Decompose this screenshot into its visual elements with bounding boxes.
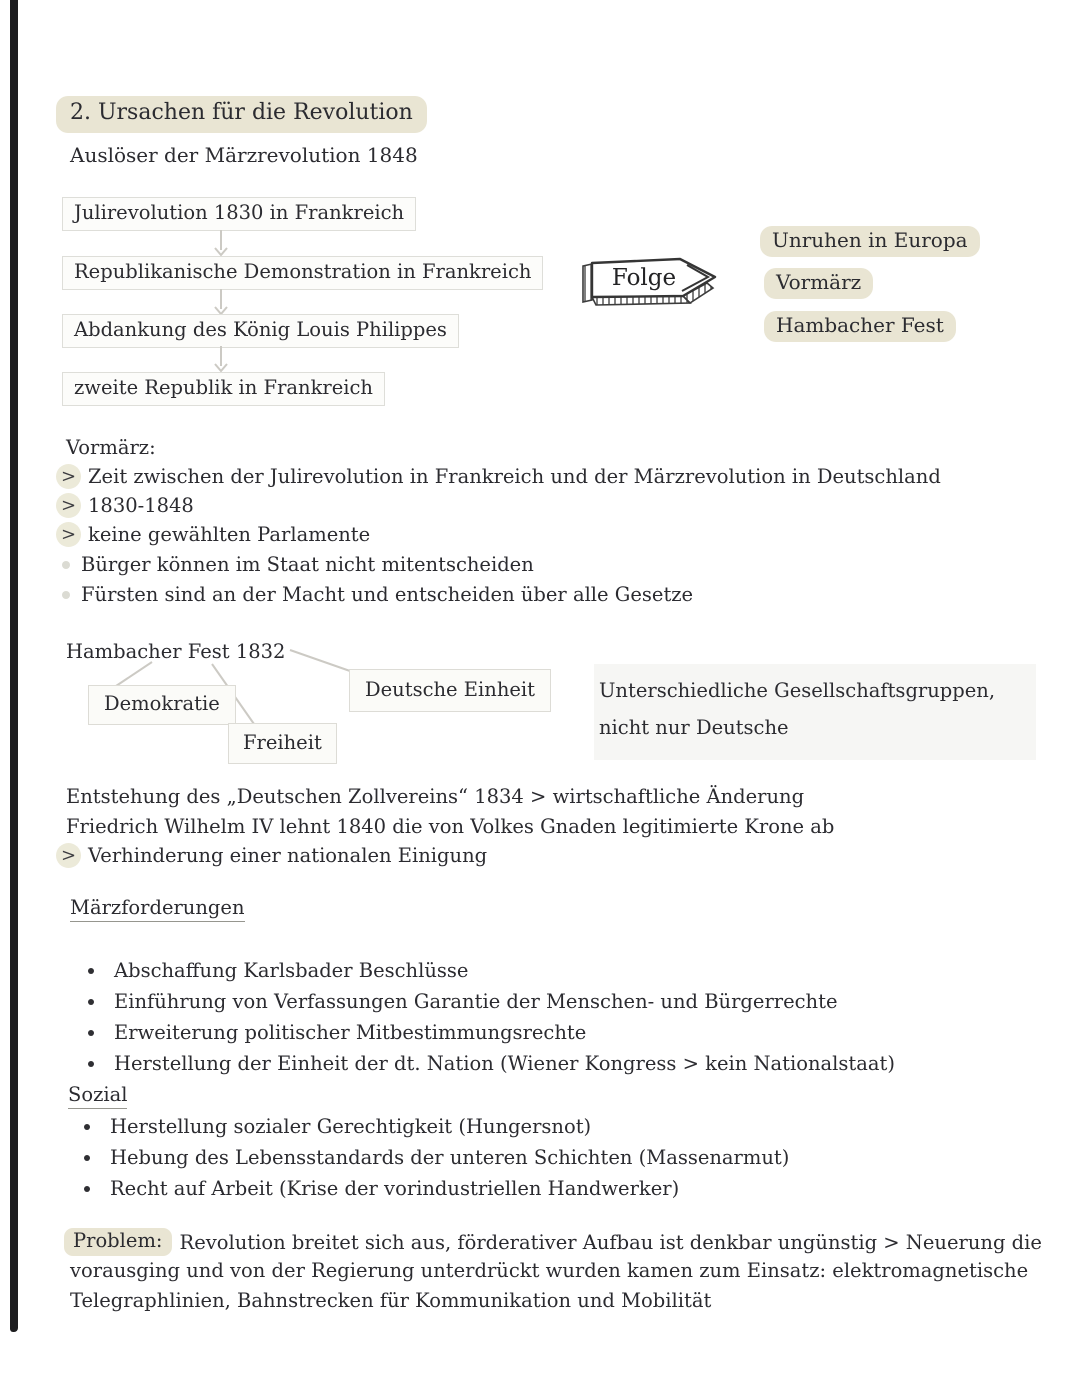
mindmap-box-deutsche-einheit: Deutsche Einheit xyxy=(349,669,551,712)
vormaerz-item: Zeit zwischen der Julirevolution in Frankreich und der Märzrevolution in Deutschland xyxy=(88,465,941,488)
vormaerz-item: 1830-1848 xyxy=(88,494,194,517)
folge-banner xyxy=(576,253,728,313)
problem-line: Revolution breitet sich aus, förderativer Aufbau ist denkbar ungünstig > Neuerung die xyxy=(179,1230,1042,1254)
list-bullet-icon xyxy=(88,1030,94,1036)
flow-step-1: Julirevolution 1830 in Frankreich xyxy=(62,197,416,231)
maerzforderungen-heading: Märzforderungen xyxy=(70,896,245,922)
list-bullet-icon xyxy=(84,1186,90,1192)
page-title: 2. Ursachen für die Revolution xyxy=(56,96,427,133)
flow-step-4: zweite Republik in Frankreich xyxy=(62,372,385,406)
maerz-item: Herstellung der Einheit der dt. Nation (Wiener Kongress > kein Nationalstaat) xyxy=(114,1052,895,1075)
zollverein-line: Verhinderung einer nationalen Einigung xyxy=(88,844,488,867)
keyword-unruhen: Unruhen in Europa xyxy=(760,226,980,257)
dot-bullet-icon xyxy=(62,561,70,569)
vormaerz-subitem: Fürsten sind an der Macht und entscheiden über alle Gesetze xyxy=(81,583,694,606)
hambacher-heading: Hambacher Fest 1832 xyxy=(66,640,286,663)
problem-line: vorausging und von der Regierung unterdrückt wurden kamen zum Einsatz: elektromagnetische xyxy=(70,1259,1029,1282)
vormaerz-item: keine gewählten Parlamente xyxy=(88,523,371,546)
maerz-item: Einführung von Verfassungen Garantie der Menschen- und Bürgerrechte xyxy=(114,990,838,1013)
sozial-item: Hebung des Lebensstandards der unteren Schichten (Massenarmut) xyxy=(110,1146,790,1169)
flow-step-2: Republikanische Demonstration in Frankreich xyxy=(62,256,543,290)
hambacher-note-line: nicht nur Deutsche xyxy=(599,716,789,739)
maerz-item: Erweiterung politischer Mitbestimmungsrechte xyxy=(114,1021,587,1044)
problem-line: Telegraphlinien, Bahnstrecken für Kommunikation und Mobilität xyxy=(70,1289,712,1312)
sozial-heading: Sozial xyxy=(68,1083,127,1109)
hambacher-note-line: Unterschiedliche Gesellschaftsgruppen, xyxy=(599,679,996,702)
arrow-bullet-icon: > xyxy=(56,493,81,518)
hambacher-note xyxy=(594,664,1036,760)
mindmap-box-demokratie: Demokratie xyxy=(88,685,236,725)
flow-arrow-down-icon xyxy=(213,289,229,315)
dot-bullet-icon xyxy=(62,591,70,599)
flow-arrow-down-icon xyxy=(213,346,229,372)
zollverein-line: Entstehung des „Deutschen Zollvereins“ 1834 > wirtschaftliche Änderung xyxy=(66,785,805,808)
list-bullet-icon xyxy=(84,1124,90,1130)
flow-arrow-down-icon xyxy=(213,230,229,256)
page-subtitle: Auslöser der Märzrevolution 1848 xyxy=(70,143,418,167)
maerz-item: Abschaffung Karlsbader Beschlüsse xyxy=(114,959,469,982)
arrow-bullet-icon: > xyxy=(56,464,81,489)
page-edge-line xyxy=(10,0,18,1332)
folge-banner-label: Folge xyxy=(611,265,677,291)
problem-label: Problem: xyxy=(64,1228,172,1256)
zollverein-line: Friedrich Wilhelm IV lehnt 1840 die von Volkes Gnaden legitimierte Krone ab xyxy=(66,815,835,838)
flow-step-3: Abdankung des König Louis Philippes xyxy=(62,314,459,348)
mindmap-box-freiheit: Freiheit xyxy=(228,723,337,764)
list-bullet-icon xyxy=(84,1155,90,1161)
vormaerz-subitem: Bürger können im Staat nicht mitentscheiden xyxy=(81,553,534,576)
keyword-vormaerz: Vormärz xyxy=(764,268,873,299)
keyword-hambacher: Hambacher Fest xyxy=(764,311,956,342)
arrow-bullet-icon: > xyxy=(56,522,81,547)
list-bullet-icon xyxy=(88,999,94,1005)
sozial-item: Recht auf Arbeit (Krise der vorindustriellen Handwerker) xyxy=(110,1177,680,1200)
arrow-bullet-icon: > xyxy=(56,843,81,868)
vormaerz-heading: Vormärz: xyxy=(66,436,156,459)
list-bullet-icon xyxy=(88,968,94,974)
list-bullet-icon xyxy=(88,1061,94,1067)
sozial-item: Herstellung sozialer Gerechtigkeit (Hungersnot) xyxy=(110,1115,592,1138)
